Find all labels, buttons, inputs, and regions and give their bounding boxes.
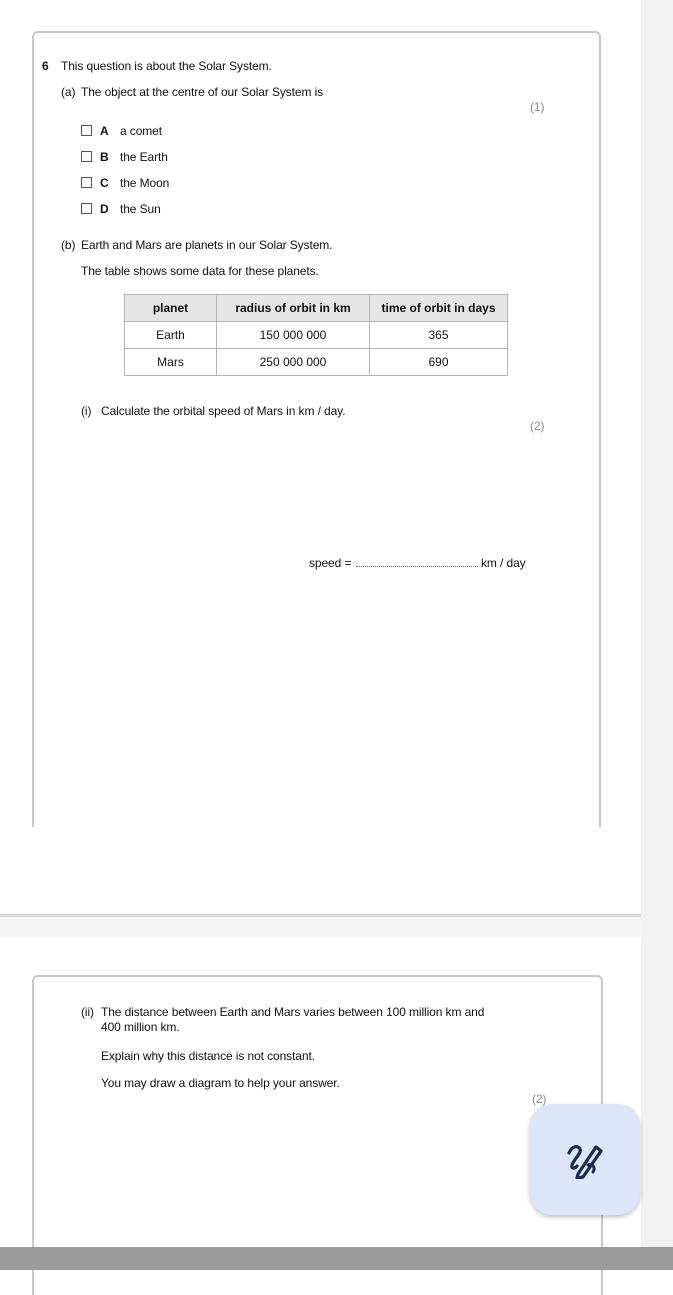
planet-data-table: [124, 294, 508, 376]
annotate-pen-button[interactable]: [530, 1104, 640, 1215]
part-a-marks: (1): [530, 100, 545, 114]
table-header-row: [125, 295, 508, 322]
part-a-label: (a): [61, 85, 76, 99]
part-b-label: (b): [61, 238, 76, 252]
table-row: [125, 322, 508, 349]
bottom-toolbar-bar: [0, 1247, 673, 1270]
table-cell: 690: [370, 349, 508, 376]
part-ii-label: (ii): [81, 1005, 94, 1019]
part-ii-marks: (2): [532, 1092, 547, 1106]
table-header: planet: [125, 295, 217, 322]
option-a-letter: A: [100, 124, 109, 138]
right-scroll-gutter: [641, 0, 673, 1270]
option-c-letter: C: [100, 176, 109, 190]
speed-answer-line[interactable]: [356, 566, 478, 567]
option-b-checkbox[interactable]: [81, 151, 92, 162]
part-ii-diagram-note: You may draw a diagram to help your answer.: [101, 1076, 340, 1090]
option-b-letter: B: [100, 150, 109, 164]
option-c-checkbox[interactable]: [81, 177, 92, 188]
answer-box-frame: [32, 31, 601, 931]
table-cell: 150 000 000: [217, 322, 370, 349]
option-d-letter: D: [100, 202, 109, 216]
part-i-text: Calculate the orbital speed of Mars in km / day.: [101, 404, 346, 418]
option-d-text: the Sun: [120, 202, 161, 216]
table-cell: Earth: [125, 322, 217, 349]
speed-answer-prefix: speed =: [309, 556, 352, 570]
table-cell: 365: [370, 322, 508, 349]
page-divider: [0, 914, 641, 937]
part-i-label: (i): [81, 404, 92, 418]
part-a-text: The object at the centre of our Solar System is: [81, 85, 324, 99]
page-gap: [0, 827, 641, 914]
option-a-text: a comet: [120, 124, 162, 138]
table-cell: 250 000 000: [217, 349, 370, 376]
table-row: [125, 349, 508, 376]
part-ii-text-line2: 400 million km.: [101, 1020, 180, 1034]
part-b-text: Earth and Mars are planets in our Solar System.: [81, 238, 333, 252]
table-cell: Mars: [125, 349, 217, 376]
table-header: time of orbit in days: [370, 295, 508, 322]
speed-answer-unit: km / day: [481, 556, 526, 570]
table-header: radius of orbit in km: [217, 295, 370, 322]
pen-scribble-icon: [566, 1141, 604, 1179]
part-b-subtext: The table shows some data for these planets.: [81, 264, 319, 278]
part-ii-explain: Explain why this distance is not constant.: [101, 1049, 315, 1063]
part-ii-text-line1: The distance between Earth and Mars varies between 100 million km and: [101, 1005, 485, 1019]
option-a-checkbox[interactable]: [81, 125, 92, 136]
question-number: 6: [42, 59, 49, 73]
part-i-marks: (2): [530, 419, 545, 433]
question-intro: This question is about the Solar System.: [61, 59, 272, 73]
option-c-text: the Moon: [120, 176, 170, 190]
option-d-checkbox[interactable]: [81, 203, 92, 214]
option-b-text: the Earth: [120, 150, 168, 164]
